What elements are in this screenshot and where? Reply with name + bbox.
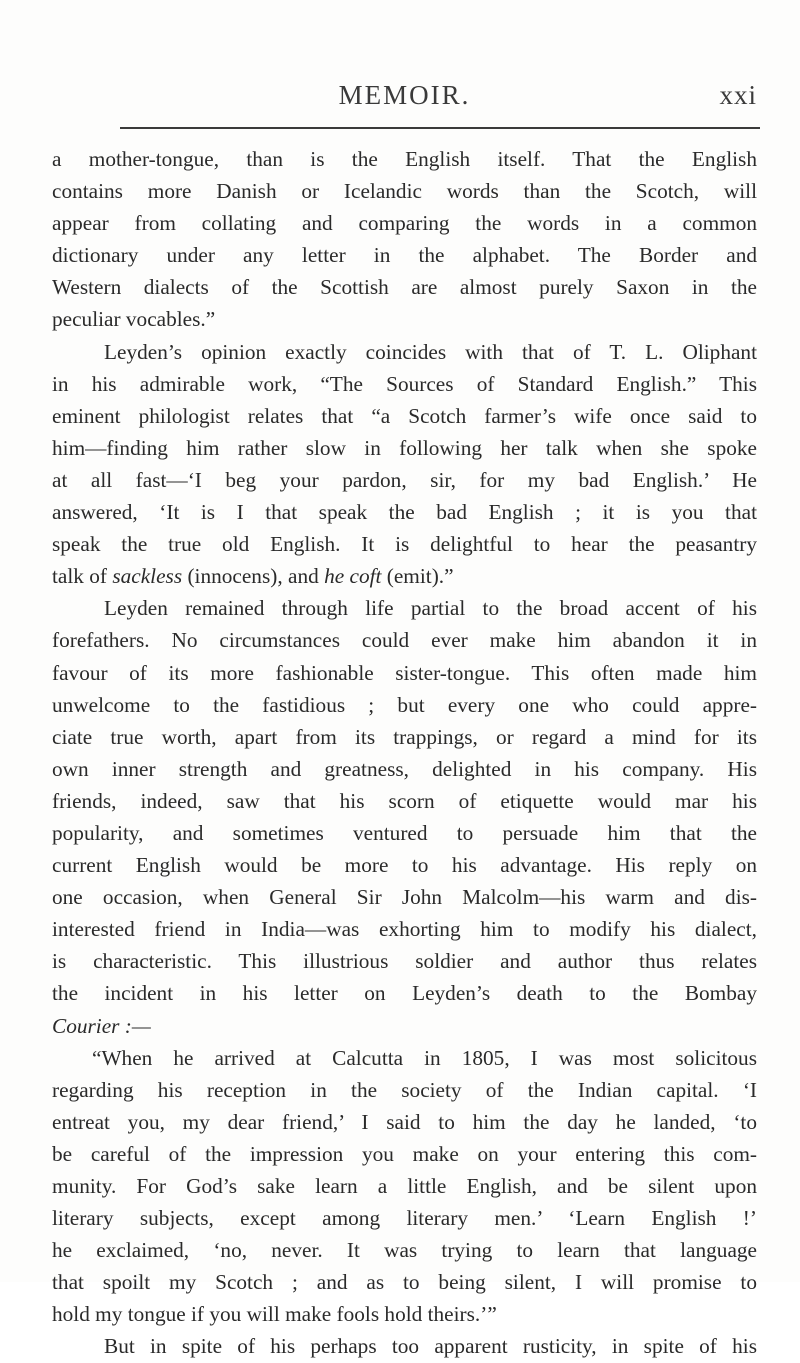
text-line: one occasion, when General Sir John Malcolm—his warm and dis- [52, 885, 757, 910]
italic-phrase-he-coft: he coft [324, 564, 382, 589]
text-line: literary subjects, except among literary men.’ ‘Learn English !’ [52, 1206, 757, 1231]
text-line: Western dialects of the Scottish are almost purely Saxon in the [52, 275, 757, 300]
text-run: (innocens), and [182, 564, 325, 589]
text-line: a mother-tongue, than is the English itself. That the English [52, 147, 757, 171]
text-line: him—finding him rather slow in following her talk when she spoke [52, 435, 757, 460]
text-line: answered, ‘It is I that speak the bad English ; it is you that [52, 500, 757, 525]
text-line: popularity, and sometimes ventured to persuade him that the [52, 820, 757, 845]
text-run: talk of [52, 564, 113, 589]
text-line: current English would be more to his advantage. His reply on [52, 853, 757, 878]
text-line: friends, indeed, saw that his scorn of etiquette would mar his [52, 788, 757, 813]
header-rule [120, 127, 760, 129]
text-line: ciate true worth, apart from its trappings, or regard a mind for its [52, 724, 757, 749]
text-line: munity. For God’s sake learn a little English, and be silent upon [52, 1174, 757, 1198]
text-line: Leyden’s opinion exactly coincides with that of T. L. Oliphant [104, 339, 757, 364]
text-line: in his admirable work, “The Sources of Standard English.” This [52, 371, 757, 396]
text-line: speak the true old English. It is delightful to hear the peasantry [52, 532, 757, 557]
text-line: is characteristic. This illustrious soldier and author thus relates [52, 949, 757, 974]
italic-word-sackless: sackless [112, 564, 183, 589]
text-line: that spoilt my Scotch ; and as to being silent, I will promise to [52, 1270, 757, 1295]
text-line [52, 1010, 757, 1042]
text-line: unwelcome to the fastidious ; but every one who could appre- [52, 692, 757, 717]
text-line: entreat you, my dear friend,’ I said to him the day he landed, ‘to [52, 1109, 757, 1134]
text-line: he exclaimed, ‘no, never. It was trying to learn that language [52, 1238, 757, 1263]
text-line: peculiar vocables.” [52, 307, 216, 332]
text-run: (emit).” [381, 564, 454, 589]
text-line: appear from collating and comparing the words in a common [52, 211, 757, 236]
text-line: eminent philologist relates that “a Scotch farmer’s wife once said to [52, 403, 757, 428]
running-head [52, 80, 757, 120]
text-line: forefathers. No circumstances could ever make him abandon it in [52, 628, 757, 653]
text-line: contains more Danish or Icelandic words than the Scotch, will [52, 179, 757, 204]
running-title: MEMOIR. [338, 80, 471, 110]
text-line: own inner strength and greatness, delighted in his company. His [52, 756, 757, 781]
text-line: favour of its more fashionable sister-tongue. This often made him [52, 660, 757, 685]
text-line: dictionary under any letter in the alphabet. The Border and [52, 243, 757, 268]
text-line: be careful of the impression you make on your entering this com- [52, 1141, 757, 1166]
text-line: hold my tongue if you will make fools hold theirs.’” [52, 1302, 497, 1327]
text-line: “When he arrived at Calcutta in 1805, I was most solicitous [92, 1045, 757, 1070]
body-text [52, 143, 757, 1363]
text-line: at all fast—‘I beg your pardon, sir, for my bad English.’ He [52, 467, 757, 492]
text-line: interested friend in India—was exhorting him to modify his dialect, [52, 917, 757, 942]
italic-word-courier: Courier :— [52, 1013, 151, 1038]
page-number: xxi [719, 80, 757, 110]
text-line [52, 560, 757, 592]
text-line: But in spite of his perhaps too apparent rusticity, in spite of his [104, 1334, 757, 1359]
text-line: regarding his reception in the society of the Indian capital. ‘I [52, 1077, 757, 1102]
text-line: Leyden remained through life partial to the broad accent of his [104, 596, 757, 621]
text-line: the incident in his letter on Leyden’s death to the Bombay [52, 981, 757, 1006]
